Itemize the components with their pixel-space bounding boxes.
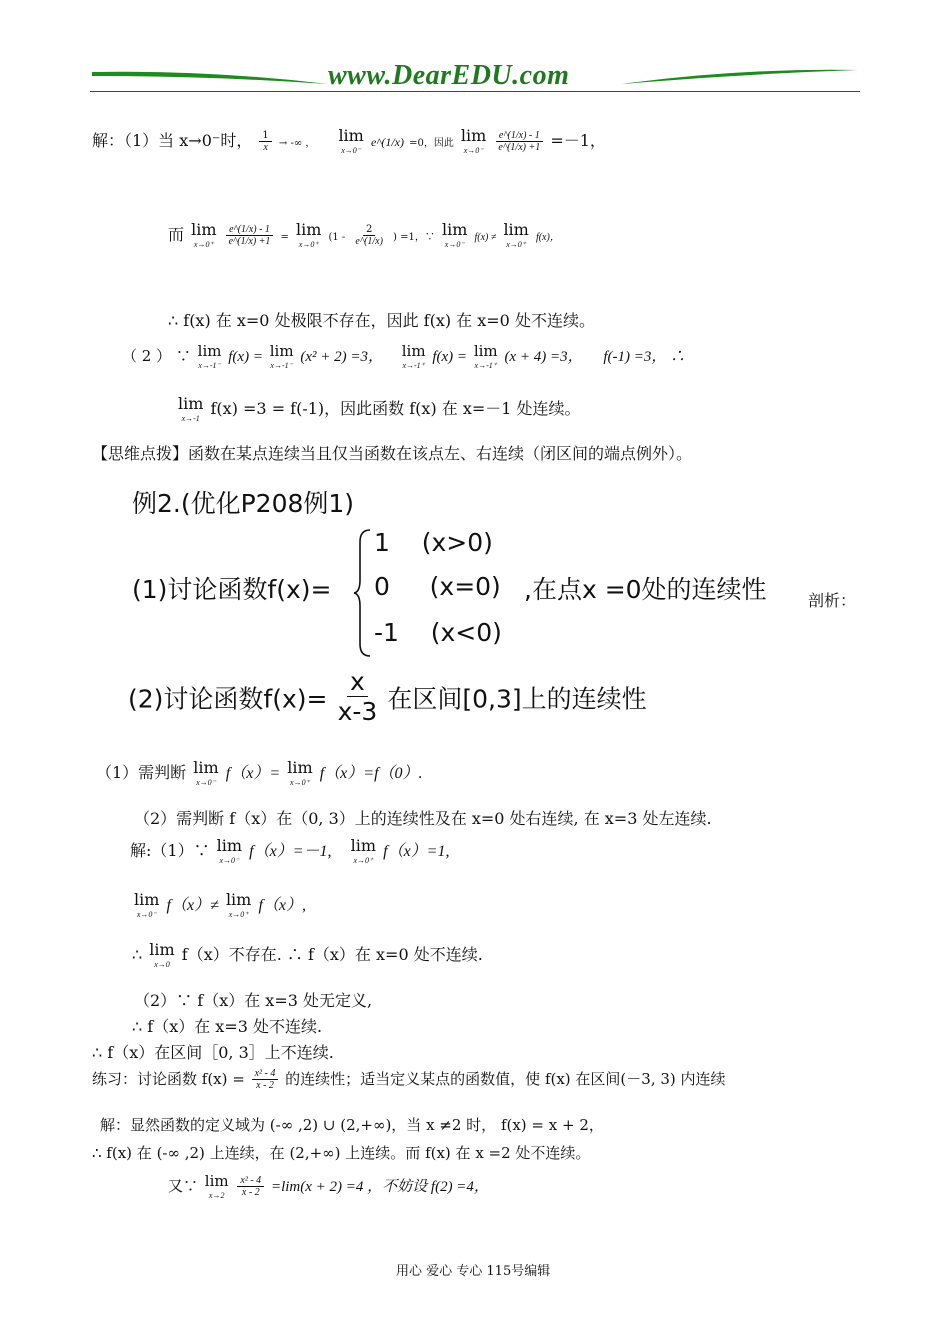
- fraction-practice-2: $\frac{\text{x² - 4}}{x - 2}$: [237, 1175, 264, 1199]
- lim-s1-minus: lim x→0⁻: [216, 836, 243, 865]
- text: ) =1，∵: [393, 232, 435, 243]
- text: （ 2 ） ∵: [122, 347, 191, 365]
- text: f（x）≠: [166, 897, 219, 914]
- lim-s3: lim x→0: [149, 940, 175, 969]
- sol1-line3: ∴ f(x) 在 x=0 处极限不存在，因此 f(x) 在 x=0 处不连续。: [168, 311, 595, 330]
- q2-lead: (2)讨论函数f(x)=: [128, 684, 328, 714]
- text: 解:（1）∵: [130, 841, 210, 860]
- text: =0，因此: [409, 138, 454, 149]
- lim-s2-plus: lim x→0⁺: [225, 890, 252, 919]
- header-rule: [90, 91, 860, 92]
- text: 解：（1）当 x→0⁻时，: [92, 131, 253, 150]
- fraction-1-over-x: $\frac{1}{x}$: [259, 130, 271, 154]
- text: 练习：讨论函数 f(x) =: [92, 1070, 245, 1088]
- text: (1 -: [328, 232, 346, 243]
- analysis-s6: ∴ f（x）在区间［0, 3］上不连续.: [92, 1043, 334, 1062]
- page-footer: 用心 爱心 专心 115号编辑: [396, 1264, 551, 1279]
- lim-a1-plus: lim x→0⁺: [287, 758, 313, 787]
- q1-lead: (1)讨论函数f(x)=: [132, 575, 332, 604]
- analysis-s3: [132, 942, 483, 969]
- q1-case-2: 0 (x=0): [374, 572, 501, 601]
- text: =lim(x + 2) =4 ，不妨设 f(2) =4，: [270, 1179, 489, 1195]
- left-swoosh-icon: [90, 62, 330, 92]
- sol1-part2: [122, 344, 685, 370]
- practice-2: 解：显然函数的定义域为 (-∞ ,2) ∪ (2,+∞)，当 x ≠2 时， f(x) = x + 2，: [100, 1116, 604, 1134]
- analysis-s5: ∴ f（x）在 x=3 处不连续.: [132, 1017, 323, 1036]
- text: f（x）=－1,: [249, 843, 332, 860]
- logo-text: www.DearEDU.com: [328, 60, 570, 91]
- lim-a1-minus: lim x→0⁻: [193, 758, 219, 787]
- text: f（x）=1,: [383, 843, 450, 860]
- example2-q1: [132, 528, 862, 658]
- lim-xm1-plus-2: lim x→-1⁺: [473, 342, 498, 370]
- lim-x0-plus-2: lim x→0⁺: [295, 220, 322, 249]
- text: 的连续性；适当定义某点的函数值，使 f(x) 在区间(－3, 3) 内连续: [285, 1070, 726, 1088]
- lim-s2-minus: lim x→0⁻: [134, 890, 160, 919]
- text: 又∵: [168, 1177, 199, 1195]
- analysis-s1: [130, 838, 449, 865]
- lim-x0-plus: lim x→0⁺: [191, 220, 217, 249]
- text: f(x) =: [432, 349, 468, 365]
- q1-tail: ,在点x =0处的连续性: [524, 575, 767, 604]
- text: f(x) =3 = f(-1)，因此函数 f(x) 在 x=－1 处连续。: [210, 399, 581, 418]
- sol1-line2: [168, 222, 560, 249]
- analysis-1: [96, 760, 423, 787]
- text: 而: [168, 225, 185, 244]
- fraction-e: $\frac{e\^{}(1/x) - 1}{e\^{}(1/x) +1}$: [495, 130, 543, 154]
- fraction-2-over-e: $\frac{2}{e\^{}(1/x)}$: [355, 223, 383, 247]
- text: f(x) =: [228, 349, 263, 365]
- text: f(-1) =3， ∴: [603, 349, 686, 365]
- analysis-2: （2）需判断 f（x）在（0, 3）上的连续性及在 x=0 处右连续, 在 x=3 处左连续.: [134, 809, 712, 828]
- lim-xm1: lim x→-1: [178, 394, 204, 423]
- thinking-tip: 【思维点拨】函数在某点连续当且仅当函数在该点左、右连续（闭区间的端点例外）。: [92, 444, 693, 463]
- lim-xm1-minus: lim x→-1⁻: [197, 342, 222, 370]
- text: f（x）不存在. ∴ f（x）在 x=0 处不连续.: [181, 945, 483, 964]
- text: （1）需判断: [96, 763, 187, 782]
- text: =: [280, 232, 289, 243]
- lim-s1-plus: lim x→0⁺: [350, 836, 377, 865]
- practice-1: [92, 1068, 726, 1092]
- text: f（x）,: [258, 897, 306, 914]
- text: (x² + 2) =3，: [300, 349, 383, 365]
- lim-xm1-minus-2: lim x→-1⁻: [269, 342, 294, 370]
- text: f(x)，: [535, 232, 560, 243]
- lim-xm1-plus: lim x→-1⁺: [401, 342, 426, 370]
- text: f（x）=: [225, 765, 281, 782]
- q1-case-1: 1 (x>0): [374, 528, 493, 557]
- analysis-s2: [132, 892, 306, 919]
- left-brace-icon: [354, 528, 372, 658]
- header-banner: [90, 60, 860, 96]
- text: f（x）=f（0）.: [319, 765, 423, 782]
- text: =－1，: [550, 131, 606, 150]
- lim-x0-minus-3: lim x→0⁻: [441, 220, 468, 249]
- text: (x + 4) =3，: [504, 349, 583, 365]
- e-power: e^(1/x): [370, 135, 404, 149]
- text: ∴: [132, 945, 143, 964]
- q1-case-3: -1 (x<0): [374, 618, 502, 647]
- example2-title: 例2.(优化P208例1): [132, 489, 355, 518]
- lim-x0-minus: lim x→0⁻: [338, 126, 364, 155]
- lim-x2: lim x→2: [204, 1172, 229, 1200]
- example2-q2: [128, 668, 647, 748]
- analysis-label: 剖析：: [808, 591, 857, 610]
- fraction-e-2: $\frac{e\^{}(1/x) - 1}{e\^{}(1/x) +1}$: [226, 224, 274, 248]
- practice-3: ∴ f(x) 在 (-∞ ,2) 上连续，在 (2,+∞) 上连续。而 f(x) 在 x =2 处不连续。: [92, 1144, 591, 1162]
- sol1-line5: [176, 396, 581, 423]
- practice-4: [168, 1174, 489, 1200]
- analysis-s4: （2）∵ f（x）在 x=3 处无定义,: [134, 991, 373, 1010]
- text: f(x) ≠: [474, 232, 497, 243]
- fraction-x-over-x-3: $\frac{x}{x-3}$: [337, 667, 378, 726]
- lim-x0-minus-2: lim x→0⁻: [460, 126, 487, 155]
- text: → -∞ ，: [278, 138, 316, 149]
- lim-x0-plus-3: lim x→0⁺: [503, 220, 529, 249]
- fraction-practice: $\frac{\text{x² - 4}}{x - 2}$: [252, 1068, 279, 1092]
- q2-tail: 在区间[0,3]上的连续性: [387, 684, 647, 714]
- sol1-line1: [92, 128, 606, 155]
- right-swoosh-icon: [620, 62, 860, 92]
